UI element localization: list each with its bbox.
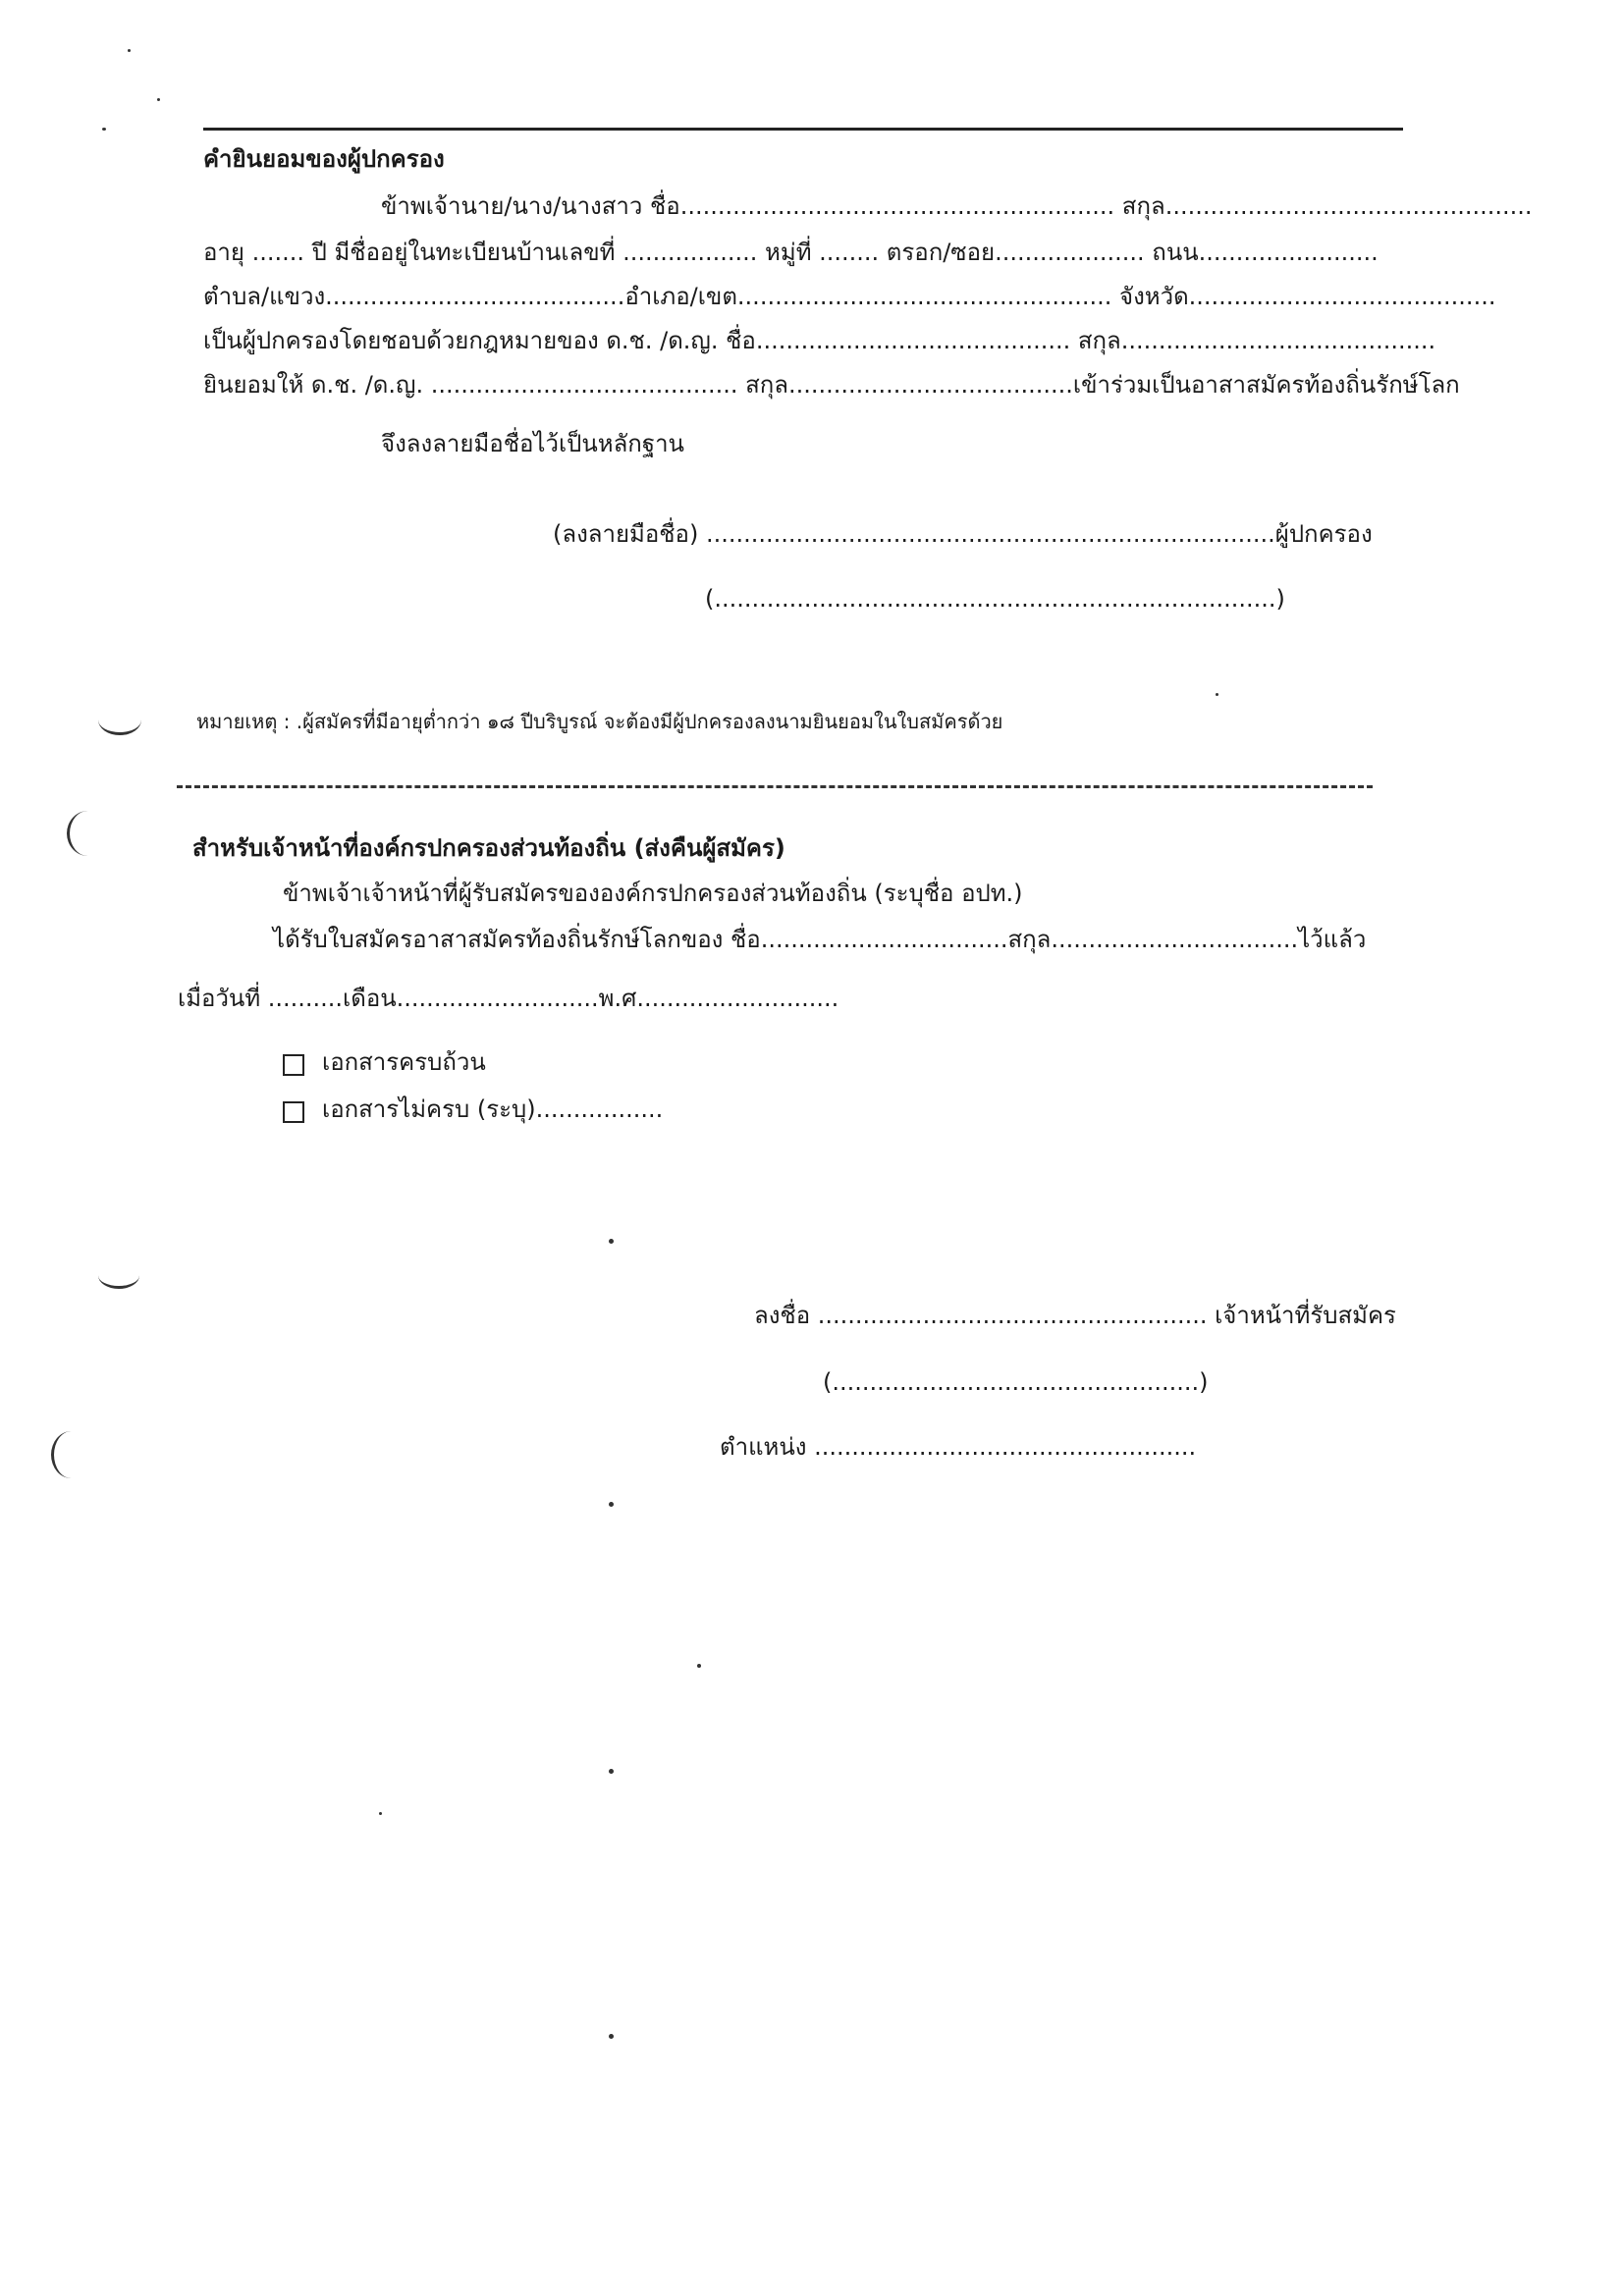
scan-speck xyxy=(157,98,160,101)
scan-speck xyxy=(609,2034,614,2039)
consent-line-district: ตำบล/แขวง........................................อำเภอ/เขต.................................................. จังหวัด......................................... xyxy=(203,283,1496,310)
officer-line-received: ได้รับใบสมัครอาสาสมัครท้องถิ่นรักษ์โลกของ ชื่อ.................................สกุล.................................ไว้แล้ว xyxy=(273,926,1367,953)
documents-complete-checkbox[interactable] xyxy=(283,1054,304,1076)
punch-hole-mark xyxy=(98,705,141,735)
documents-incomplete-label: เอกสารไม่ครบ (ระบุ)................. xyxy=(322,1095,664,1123)
evidence-statement: จึงลงลายมือชื่อไว้เป็นหลักฐาน xyxy=(381,430,684,457)
officer-signature-line: ลงชื่อ .................................................... เจ้าหน้าที่รับสมัคร xyxy=(754,1302,1396,1329)
scan-speck xyxy=(128,49,131,52)
officer-position-line: ตำแหน่ง ................................................... xyxy=(720,1433,1197,1461)
top-rule xyxy=(203,128,1403,131)
scan-speck xyxy=(379,1812,382,1815)
documents-complete-label: เอกสารครบถ้วน xyxy=(322,1048,486,1076)
scan-speck xyxy=(609,1239,614,1244)
scan-speck xyxy=(609,1769,614,1774)
scan-speck xyxy=(697,1664,701,1668)
consent-line-guardian: เป็นผู้ปกครองโดยชอบด้วยกฎหมายของ ด.ช. /ด.ญ. ชื่อ.......................................... สกุล.......................................... xyxy=(203,327,1436,354)
consent-line-address: อายุ ....... ปี มีชื่ออยู่ในทะเบียนบ้านเลขที่ .................. หมู่ที่ ........ ตรอก/ซอย.................... ถนน........................ xyxy=(203,239,1379,266)
age-note: หมายเหตุ : .ผู้สมัครที่มีอายุต่ำกว่า ๑๘ ปีบริบูรณ์ จะต้องมีผู้ปกครองลงนามยินยอมในใบสมัครด้วย xyxy=(196,710,1003,733)
consent-heading: คำยินยอมของผู้ปกครอง xyxy=(203,145,445,173)
consent-line-name: ข้าพเจ้านาย/นาง/นางสาว ชื่อ.......................................................... สกุล................................................. xyxy=(381,192,1533,220)
officer-heading: สำหรับเจ้าหน้าที่องค์กรปกครองส่วนท้องถิ่น (ส่งคืนผู้สมัคร) xyxy=(192,834,785,862)
cut-line-divider xyxy=(177,785,1373,788)
punch-hole-mark xyxy=(51,1431,91,1478)
officer-name-line: (.................................................) xyxy=(823,1368,1209,1396)
guardian-name-line: (...........................................................................) xyxy=(705,585,1285,613)
scan-speck xyxy=(102,128,106,131)
consent-line-permission: ยินยอมให้ ด.ช. /ด.ญ. ......................................... สกุล......................................เข้าร่วมเป็นอาสาสมัครท้องถิ่นรักษ์โลก xyxy=(203,371,1460,399)
scan-speck xyxy=(609,1502,614,1507)
documents-incomplete-checkbox[interactable] xyxy=(283,1101,304,1123)
received-date-line: เมื่อวันที่ ..........เดือน...........................พ.ศ........................... xyxy=(178,985,839,1012)
scan-speck xyxy=(1216,693,1218,696)
guardian-signature-line: (ลงลายมือชื่อ) ............................................................................ผู้ปกครอง xyxy=(553,520,1373,548)
punch-hole-mark xyxy=(67,811,109,856)
officer-line-org: ข้าพเจ้าเจ้าหน้าที่ผู้รับสมัครขององค์กรปกครองส่วนท้องถิ่น (ระบุชื่อ อปท.) xyxy=(283,880,1023,907)
punch-hole-mark xyxy=(98,1262,139,1289)
